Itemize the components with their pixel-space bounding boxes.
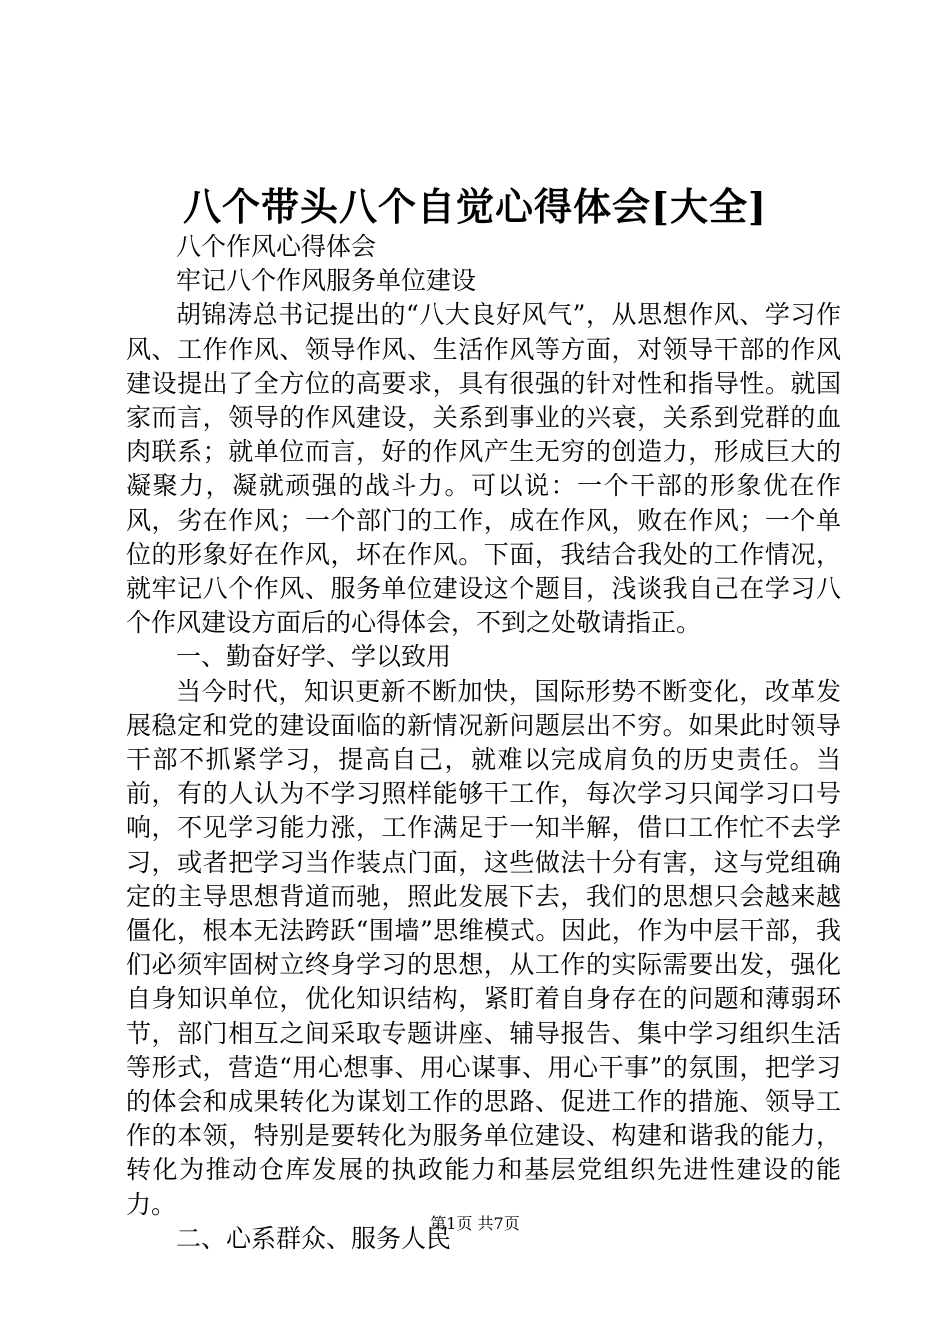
- section-heading-1: 一、勤奋好学、学以致用: [176, 642, 452, 672]
- section-heading-2: 二、心系群众、服务人民: [176, 1223, 452, 1253]
- paragraph: 胡锦涛总书记提出的“八大良好风气”，从思想作风、学习作风、工作作风、领导作风、生活作风等方面，对领导干部的作风建设提出了全方位的高要求，具有很强的针对性和指导性。就国家而言，领导的作风建设，关系到事业的兴衰，关系到党群的血肉联系；就单位而言，好的作风产生无穷的创造力，形成巨大的凝聚力，凝就顽强的战斗力。可以说：一个干部的形象优在作风，劣在作风；一个部门的工作，成在作风，败在作风；一个单位的形象好在作风，坏在作风。下面，我结合我处的工作情况，就牢记八个作风、服务单位建设这个题目，浅谈我自己在学习八个作风建设方面后的心得体会，不到之处敬请指正。: [126, 300, 841, 638]
- paragraph-subtitle-2: 牢记八个作风服务单位建设: [176, 266, 477, 296]
- document-title: 八个带头八个自觉心得体会[大全]: [183, 184, 767, 229]
- page-footer: 第1页 共7页: [430, 1214, 520, 1233]
- document-body: [126, 230, 841, 1256]
- paragraph: 当今时代，知识更新不断加快，国际形势不断变化，改革发展稳定和党的建设面临的新情况新问题层出不穷。如果此时领导干部不抓紧学习，提高自己，就难以完成肩负的历史责任。当前，有的人认为不学习照样能够干工作，每次学习只闻学习口号响，不见学习能力涨，工作满足于一知半解，借口工作忙不去学习，或者把学习当作装点门面，这些做法十分有害，这与党组确定的主导思想背道而驰，照此发展下去，我们的思想只会越来越僵化，根本无法跨跃“围墙”思维模式。因此，作为中层干部，我们必须牢固树立终身学习的思想，从工作的实际需要出发，强化自身知识单位，优化知识结构，紧盯着自身存在的问题和薄弱环节，部门相互之间采取专题讲座、辅导报告、集中学习组织生活等形式，营造“用心想事、用心谋事、用心干事”的氛围，把学习的体会和成果转化为谋划工作的思路、促进工作的措施、领导工作的本领，特别是要转化为服务单位建设、构建和谐我的能力，转化为推动仓库发展的执政能力和基层党组织先进性建设的能力。: [126, 676, 841, 1219]
- paragraph-subtitle: 八个作风心得体会: [176, 232, 377, 261]
